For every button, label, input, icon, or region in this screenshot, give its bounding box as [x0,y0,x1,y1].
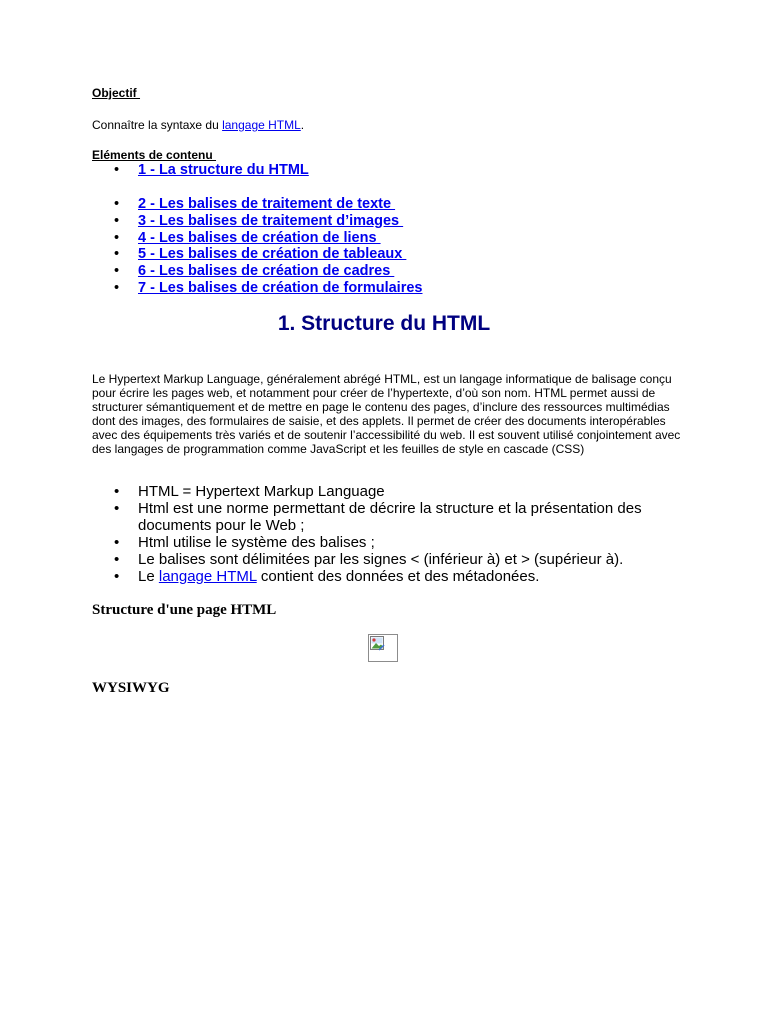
intro-paragraph: Le Hypertext Markup Language, généralement abrégé HTML, est un langage informatique de balisage conçu pour écrire les pages web, et notamment pour créer de l’hypertexte, d’où son nom. HTML permet aussi de structurer sémantiquement et de mettre en page le contenu des pages, d’inclure des ressources multimédias dont des images, des formulaires de saisie, et des applets. Il permet de créer des documents interopérables avec des équipements très variés et de soutenir l’accessibilité du web. Il est souvent utilisé conjointement avec des langages de programmation comme JavaScript et les feuilles de style en cascade (CSS) [92,372,681,456]
toc-link-7[interactable]: 7 - Les balises de création de formulaires [138,279,423,296]
structure-title: Structure d'une page HTML [92,602,277,618]
fact-item: • Html est une norme permettant de décrire la structure et la présentation des documents pour le Web ; [92,501,682,535]
objective-title: Objectif [92,86,141,100]
fact-text-before: Le [138,567,159,585]
toc-list-first [92,162,309,179]
toc-item [92,213,422,230]
objective-text [92,118,304,132]
toc-link-6[interactable]: 6 - Les balises de création de cadres [138,263,395,280]
toc-link-3[interactable]: 3 - Les balises de traitement d’images [138,212,404,229]
image-placeholder-icon [370,636,386,652]
toc-list [92,196,422,297]
contents-title: Eléments de contenu [92,148,217,162]
objective-text-after: . [300,118,305,132]
objective-link-langage-html[interactable]: langage HTML [222,118,301,132]
wysiwyg-title: WYSIWYG [92,680,170,696]
section-heading: 1. Structure du HTML [277,312,491,335]
fact-text-after: contient des données et des métadonées. [256,567,540,585]
fact-item: • Html utilise le système des balises ; [92,535,682,552]
toc-item [92,196,422,213]
toc-link-5[interactable]: 5 - Les balises de création de tableaux [138,246,407,263]
facts-list [92,484,682,585]
fact-link-langage-html[interactable]: langage HTML [158,567,257,585]
toc-item [92,162,309,179]
toc-link-1[interactable]: 1 - La structure du HTML [138,162,309,178]
broken-image-icon [368,634,398,662]
objective-text-before: Connaître la syntaxe du [92,118,223,132]
toc-link-2[interactable]: 2 - Les balises de traitement de texte [138,196,396,212]
toc-item [92,280,422,297]
toc-item [92,246,422,263]
fact-item: • Le balises sont délimitées par les signes < (inférieur à) et > (supérieur à). [92,552,682,569]
toc-item [92,230,422,247]
fact-item-last [92,569,682,586]
toc-link-4[interactable]: 4 - Les balises de création de liens [138,229,381,246]
fact-item: • HTML = Hypertext Markup Language [92,484,682,501]
toc-item [92,263,422,280]
